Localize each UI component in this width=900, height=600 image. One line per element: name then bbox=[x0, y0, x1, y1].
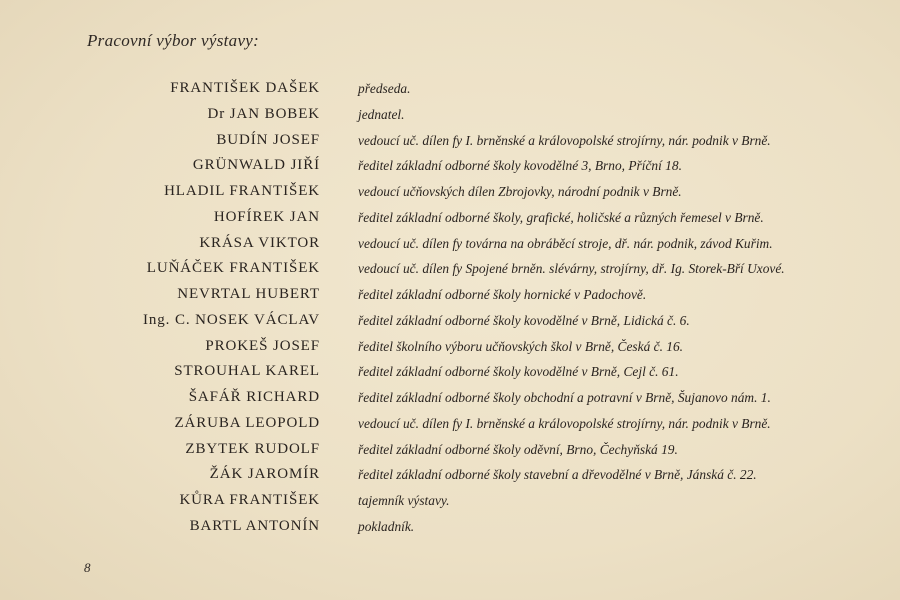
member-name: NEVRTAL HUBERT bbox=[177, 286, 320, 302]
member-name: KRÁSA VIKTOR bbox=[199, 234, 320, 251]
member-name: HOFÍREK JAN bbox=[213, 208, 320, 225]
member-row bbox=[0, 209, 900, 235]
member-name: BARTL ANTONÍN bbox=[189, 517, 320, 534]
member-row bbox=[0, 235, 900, 261]
member-name: FRANTIŠEK DAŠEK bbox=[170, 80, 320, 96]
member-row bbox=[0, 338, 900, 364]
member-role: vedoucí uč. dílen fy továrna na obráběcí stroje, dř. nár. podnik, závod Kuřim. bbox=[358, 235, 773, 251]
member-name: GRÜNWALD JIŘÍ bbox=[192, 157, 320, 174]
page-number: 8 bbox=[84, 560, 91, 575]
member-row bbox=[0, 260, 900, 286]
member-row bbox=[0, 312, 900, 338]
member-role: vedoucí učňovských dílen Zbrojovky, národní podnik v Brně. bbox=[358, 184, 682, 199]
member-role: jednatel. bbox=[358, 106, 405, 122]
member-role: ředitel základní odborné školy, grafické, holičské a různých řemesel v Brně. bbox=[358, 209, 764, 225]
member-row bbox=[0, 157, 900, 183]
member-name: Dr JAN BOBEK bbox=[207, 105, 320, 122]
member-role: vedoucí uč. dílen fy Spojené brněn. slévárny, strojírny, dř. Ig. Storek-Bří Uxové. bbox=[358, 261, 785, 277]
member-name: PROKEŠ JOSEF bbox=[205, 337, 320, 354]
member-name: ŠAFÁŘ RICHARD bbox=[188, 389, 320, 405]
member-row bbox=[0, 183, 900, 209]
member-role: předseda. bbox=[358, 81, 411, 96]
member-name: KŮRA FRANTIŠEK bbox=[179, 492, 320, 508]
member-role: ředitel základní odborné školy kovodělné v Brně, Cejl č. 61. bbox=[358, 364, 679, 380]
member-row bbox=[0, 518, 900, 544]
member-row bbox=[0, 286, 900, 312]
member-name: LUŇÁČEK FRANTIŠEK bbox=[146, 260, 320, 277]
member-row bbox=[0, 492, 900, 518]
member-row bbox=[0, 441, 900, 467]
committee-list bbox=[0, 80, 900, 544]
member-role: ředitel základní odborné školy kovodělné 3, Brno, Příční 18. bbox=[358, 158, 682, 174]
member-name: ŽÁK JAROMÍR bbox=[209, 466, 320, 483]
member-role: ředitel základní odborné školy hornické v Padochově. bbox=[358, 287, 647, 302]
member-role: pokladník. bbox=[358, 518, 415, 534]
member-name: BUDÍN JOSEF bbox=[216, 131, 320, 148]
member-row bbox=[0, 80, 900, 106]
member-role: vedoucí uč. dílen fy I. brněnské a královopolské strojírny, nár. podnik v Brně. bbox=[358, 415, 771, 431]
member-row bbox=[0, 106, 900, 132]
member-role: ředitel školního výboru učňovských škol v Brně, Česká č. 16. bbox=[358, 338, 683, 354]
member-name: ZÁRUBA LEOPOLD bbox=[174, 414, 320, 431]
member-name: ZBYTEK RUDOLF bbox=[185, 440, 320, 457]
member-row bbox=[0, 389, 900, 415]
member-role: ředitel základní odborné školy obchodní a potravní v Brně, Šujanovo nám. 1. bbox=[358, 390, 771, 405]
member-row bbox=[0, 415, 900, 441]
committee-heading: Pracovní výbor výstavy: bbox=[87, 31, 260, 50]
member-role: vedoucí uč. dílen fy I. brněnské a královopolské strojírny, nár. podnik v Brně. bbox=[358, 132, 771, 148]
member-name: STROUHAL KAREL bbox=[174, 363, 320, 380]
member-role: tajemník výstavy. bbox=[358, 493, 450, 508]
member-role: ředitel základní odborné školy oděvní, Brno, Čechyňská 19. bbox=[358, 441, 678, 457]
member-row bbox=[0, 363, 900, 389]
member-row bbox=[0, 466, 900, 492]
member-name: Ing. C. NOSEK VÁCLAV bbox=[142, 311, 320, 328]
member-name: HLADIL FRANTIŠEK bbox=[164, 183, 320, 199]
member-row bbox=[0, 132, 900, 158]
member-role: ředitel základní odborné školy stavební a dřevodělné v Brně, Jánská č. 22. bbox=[358, 467, 757, 483]
member-role: ředitel základní odborné školy kovodělné v Brně, Lidická č. 6. bbox=[358, 312, 690, 328]
